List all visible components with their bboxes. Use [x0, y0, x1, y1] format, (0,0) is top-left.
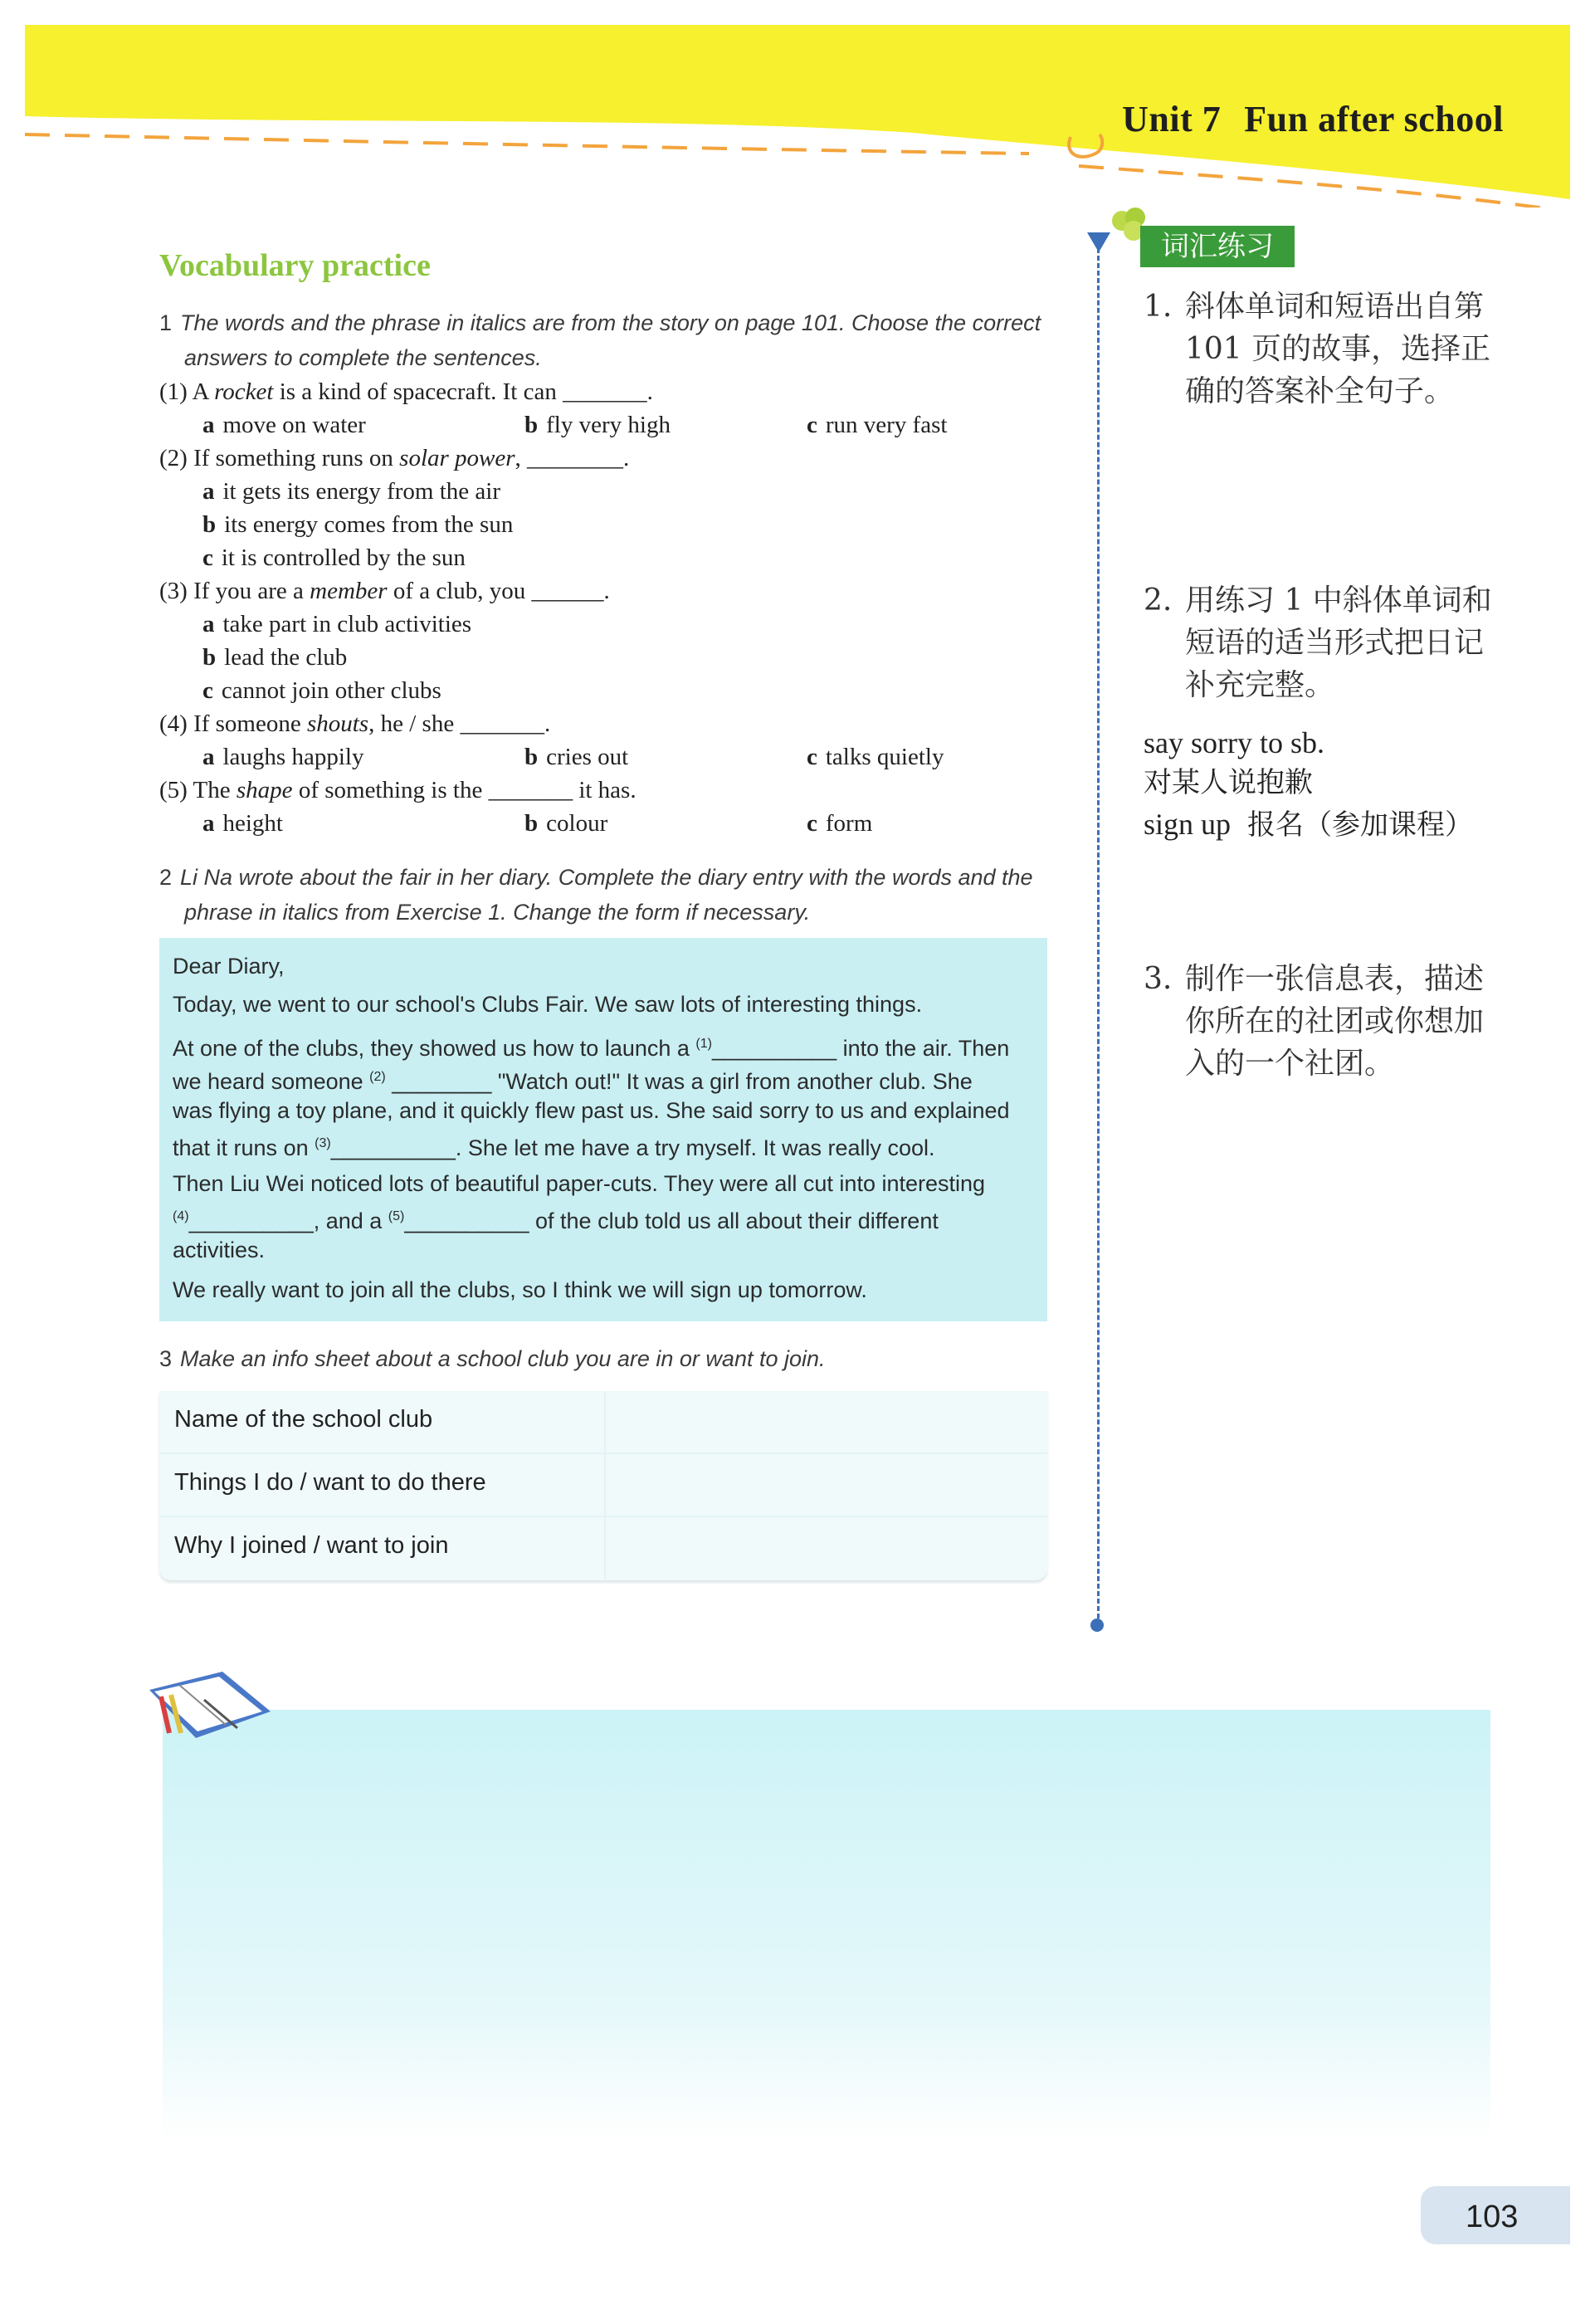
- writing-area[interactable]: [163, 1710, 1490, 2141]
- diary-line: $^{(4)}$__________, and a $^{(5)}$__________ of the club told us all about their different: [173, 1208, 939, 1233]
- question-3: (3) If you are a member of a club, you ______.: [159, 578, 610, 604]
- option-c: c cannot join other clubs: [202, 677, 441, 704]
- diary-entry: [159, 938, 1047, 1321]
- question-2: (2) If something runs on solar power, ________.: [159, 445, 630, 471]
- option-c: c run very fast: [807, 412, 948, 438]
- option-b: b lead the club: [202, 644, 348, 671]
- sidebar-divider: [1097, 241, 1100, 1618]
- table-row: Why I joined / want to join: [159, 1517, 1047, 1579]
- diary-line: was flying a toy plane, and it quickly flew past us. She said sorry to us and explained: [173, 1098, 1010, 1123]
- page-number: 103: [1466, 2200, 1519, 2234]
- table-row: Things I do / want to do there: [159, 1454, 1047, 1517]
- sidebar-badge: 词汇练习: [1140, 226, 1295, 267]
- option-a: a take part in club activities: [202, 611, 472, 637]
- sidebar-note-3: 3. 制作一张信息表，描述你所在的社团或你想加入的一个社团。: [1144, 962, 1485, 1081]
- diary-line: Today, we went to our school's Clubs Fair. We saw lots of interesting things.: [173, 992, 923, 1017]
- option-a: a height: [202, 810, 283, 837]
- option-b: b fly very high: [524, 412, 671, 438]
- table-row: Name of the school club: [159, 1391, 1047, 1454]
- option-a: a laughs happily: [202, 744, 364, 770]
- option-c: c it is controlled by the sun: [202, 544, 466, 571]
- info-sheet-table: [159, 1391, 1047, 1580]
- exercise-number: 3: [159, 1346, 173, 1371]
- exercise-number: 2: [159, 865, 173, 890]
- phrase-sign-up: sign up 报名（参加课程）: [1144, 808, 1474, 842]
- diary-line: that it runs on $^{(3)}$__________. She let me have a try myself. It was really cool.: [173, 1135, 935, 1160]
- unit-name: Fun after school: [1244, 99, 1504, 139]
- diary-line: At one of the clubs, they showed us how to launch a $^{(1)}$__________ into the air. Then: [173, 1036, 1010, 1061]
- exercise-number: 1: [159, 310, 173, 335]
- diary-line: Then Liu Wei noticed lots of beautiful paper-cuts. They were all cut into interesting: [173, 1171, 986, 1196]
- option-b: b its energy comes from the sun: [202, 511, 514, 538]
- option-a: a move on water: [202, 412, 366, 438]
- option-b: b cries out: [524, 744, 629, 770]
- notebook-icon: [146, 1667, 271, 1750]
- exercise-2-instruction: 2 Li Na wrote about the fair in her diary. Complete the diary entry with the words and the phrase in italics from Exercise 1. Change the form if necessary.: [159, 865, 1033, 925]
- question-5: (5) The shape of something is the _______ it has.: [159, 777, 637, 803]
- exercise-3-instruction: 3 Make an info sheet about a school club you are in or want to join.: [159, 1346, 826, 1371]
- option-a: a it gets its energy from the air: [202, 478, 500, 505]
- diary-line: activities.: [173, 1238, 266, 1262]
- question-4: (4) If someone shouts, he / she _______.: [159, 710, 551, 737]
- phrase-say-sorry-cn: 对某人说抱歉: [1144, 766, 1313, 799]
- unit-number: Unit 7: [1122, 99, 1222, 139]
- sidebar-note-2: 2. 用练习 1 中斜体单词和短语的适当形式把日记补充完整。: [1144, 583, 1492, 702]
- diary-line: We really want to join all the clubs, so I think we will sign up tomorrow.: [173, 1277, 867, 1302]
- option-c: c talks quietly: [807, 744, 944, 770]
- dot-icon: [1090, 1618, 1104, 1632]
- option-c: c form: [807, 810, 873, 837]
- diary-greeting: Dear Diary,: [173, 954, 285, 979]
- unit-title: [1122, 98, 1504, 140]
- exercise-1-instruction: 1 The words and the phrase in italics are from the story on page 101. Choose the correct answers to complete the sentences.: [159, 310, 1041, 370]
- phrase-say-sorry: say sorry to sb.: [1144, 726, 1324, 759]
- diary-line: we heard someone $^{(2)}$ ________ "Watch out!" It was a girl from another club. She: [173, 1069, 973, 1094]
- section-title: Vocabulary practice: [159, 248, 431, 283]
- question-1: (1) A rocket is a kind of spacecraft. It can _______.: [159, 378, 653, 405]
- sidebar-note-1: 1. 斜体单词和短语出自第 101 页的故事，选择正确的答案补全句子。: [1144, 290, 1491, 408]
- option-b: b colour: [524, 810, 608, 837]
